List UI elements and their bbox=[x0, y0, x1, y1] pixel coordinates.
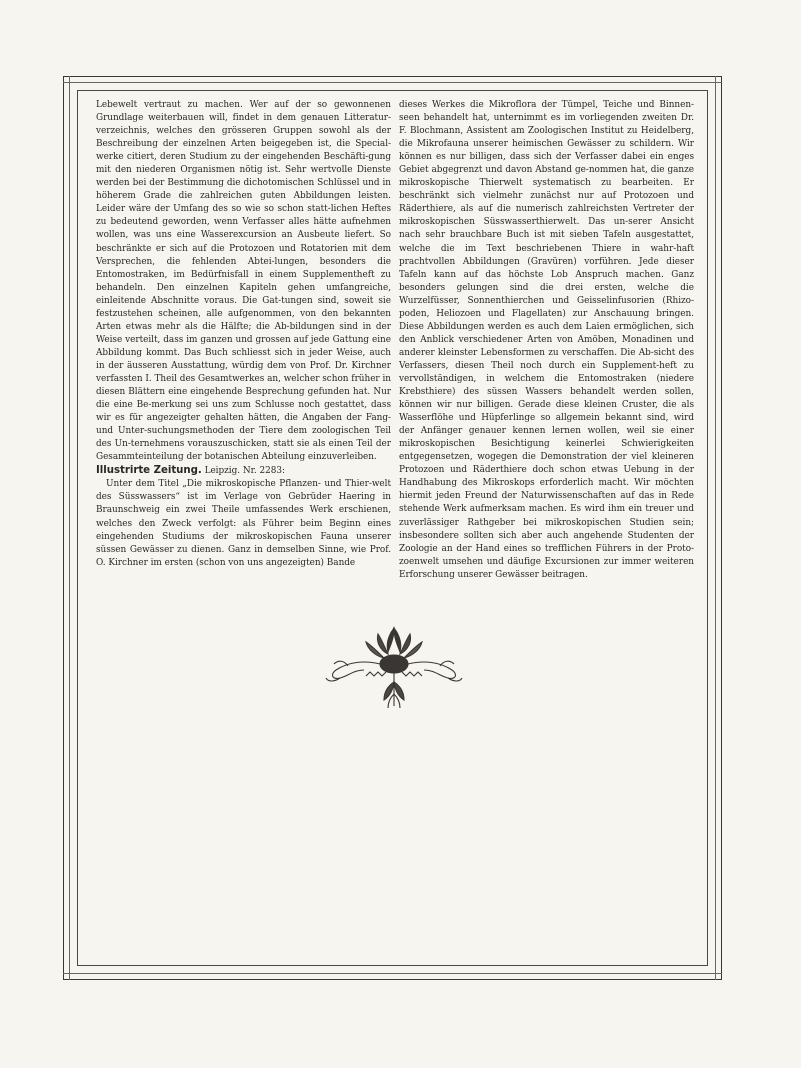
border-rule-bottom bbox=[63, 973, 722, 974]
right-column bbox=[399, 99, 694, 582]
left-paragraph-1: Lebewelt vertraut zu machen. Wer auf der so gewonnenen Grundlage weiterbauen will, findet in dem genauen Litteratur-verzeichnis, welches den grösseren Gruppen sowohl als der Beschreibung der einzelnen Arten beigegeben ist, die Special-werke citiert, deren Studium zu der eingehenden Beschäfti-gung mit den niederen Organismen nötig ist. Sehr wertvolle Dienste werden bei der Bestimmung die dichotomischen Schlüssel und in höherem Grade die zahlreichen guten Abbildungen leisten. Leider wäre der Umfang des so wie so schon statt-lichen Heftes zu bedeutend geworden, wenn Verfasser alles hätte aufnehmen wollen, was uns eine Wasserexcursion an Ausbeute liefert. So beschränkte er sich auf die Protozoen und Rotatorien mit dem Versprechen, die fehlenden Abtei-lungen, besonders die Entomostraken, im Bedürfnisfall in einem Supplementheft zu behandeln. Den einzelnen Kapiteln gehen umfangreiche, einleitende Abschnitte voraus. Die Gat-tungen sind, soweit sie festzustehen scheinen, alle aufgenommen, von den bekannten Arten etwas mehr als die Hälfte; die Ab-bildungen sind in der Weise verteilt, dass im ganzen und grossen auf jede Gattung eine Abbildung kommt. Das Buch schliesst sich in jeder Weise, auch in der äusseren Ausstattung, würdig dem von Prof. Dr. Kirchner verfassten I. Theil des Gesamtwerkes an, welcher schon früher in diesen Blättern eine eingehende Besprechung gefunden hat. Nur die eine Be-merkung sei uns zum Schlusse noch gestattet, dass wir es für angezeigter gehalten hätten, die Angaben der Fang- und Unter-suchungsmethoden der Tiere dem zoologischen Teil des Un-ternehmens vorauszuschicken, statt sie als einen Teil der Gesammteinteilung der botanischen Abteilung einzuverleiben. bbox=[96, 100, 391, 463]
left-paragraph-2: Unter dem Titel „Die mikroskopische Pflanzen- und Thier-welt des Süsswassers“ ist im Verlage von Gebrüder Haering in Braunschweig ein zwei Theile umfassendes Werk erschienen, welches den Zweck verfolgt: als Führer beim Beginn eines eingehenden Studiums der mikroskopischen Fauna unserer süssen Gewässer zu dienen. Ganz in demselben Sinne, wie Prof. O. Kirchner im ersten (schon von uns angezeigten) Bande bbox=[96, 479, 391, 568]
botanical-vignette-icon bbox=[318, 620, 470, 712]
left-column bbox=[96, 99, 391, 570]
review-source-heading: Illustrirte Zeitung. bbox=[96, 465, 202, 477]
border-rule-right bbox=[715, 76, 716, 980]
border-rule-left bbox=[69, 76, 70, 980]
border-rule-top bbox=[63, 82, 722, 83]
review-source-line bbox=[96, 464, 391, 478]
right-paragraph-1: dieses Werkes die Mikroflora der Tümpel, Teiche und Binnen-seen behandelt hat, unternimmt es im vorliegenden zweiten Dr. F. Blochmann, Assistent am Zoologischen Institut zu Heidelberg, die Mikrofauna unserer heimischen Gewässer zu schildern. Wir können es nur billigen, dass sich der Verfasser dabei ein enges Gebiet abgegrenzt und davon Abstand ge-nommen hat, die ganze mikroskopische Thierwelt systematisch zu bearbeiten. Er beschränkt sich vielmehr zunächst nur auf Protozoen und Räderthiere, als auf die numerisch zahlreichsten Vertreter der mikroskopischen Süsswasserthierwelt. Das un-serer Ansicht nach sehr brauchbare Buch ist mit sieben Tafeln ausgestattet, welche die im Text beschriebenen Thiere in wahr-haft prachtvollen Abbildungen (Gravüren) vorführen. Jede dieser Tafeln kann auf das höchste Lob Anspruch machen. Ganz besonders gelungen sind die drei ersten, welche die Wurzelfüsser, Sonnenthierchen und Geisselinfusorien (Rhizo-poden, Heliozoen und Flagellaten) zur Anschauung bringen. Diese Abbildungen werden es auch dem Laien ermöglichen, sich den Anblick verschiedener Arten von Amöben, Monadinen und anderer kleinster Lebensformen zu verschaffen. Die Ab-sicht des Verfassers, diesen Theil noch durch ein Supplement-heft zu vervollständigen, in welchem die Entomostraken (niedere Krebsthiere) des süssen Wassers behandelt werden sollen, können wir nur billigen. Gerade diese kleinen Cruster, die als Wasserflöhe und Hüpferlinge so allgemein bekannt sind, wird der Anfänger genauer kennen lernen wollen, weil sie einer mikroskopischen Besichtigung keinerlei Schwierigkeiten entgegensetzen, wogegen die Demonstration der viel kleineren Protozoen und Räderthiere doch schon etwas Uebung in der Handhabung des Mikroskops erforderlich macht. Wir möchten hiermit jeden Freund der Naturwissenschaften auf das in Rede stehende Werk aufmerksam machen. Es wird ihm ein treuer und zuverlässiger Rathgeber bei mikroskopischen Studien sein; insbesondere sollten sich aber auch angehende Studenten der Zoologie an der Hand eines so trefflichen Führers in der Proto-zoenwelt umsehen und däufige Excursionen zur immer weiteren Erforschung unserer Gewässer beitragen. bbox=[399, 100, 694, 580]
review-source-issue: Leipzig. Nr. 2283: bbox=[201, 466, 285, 477]
